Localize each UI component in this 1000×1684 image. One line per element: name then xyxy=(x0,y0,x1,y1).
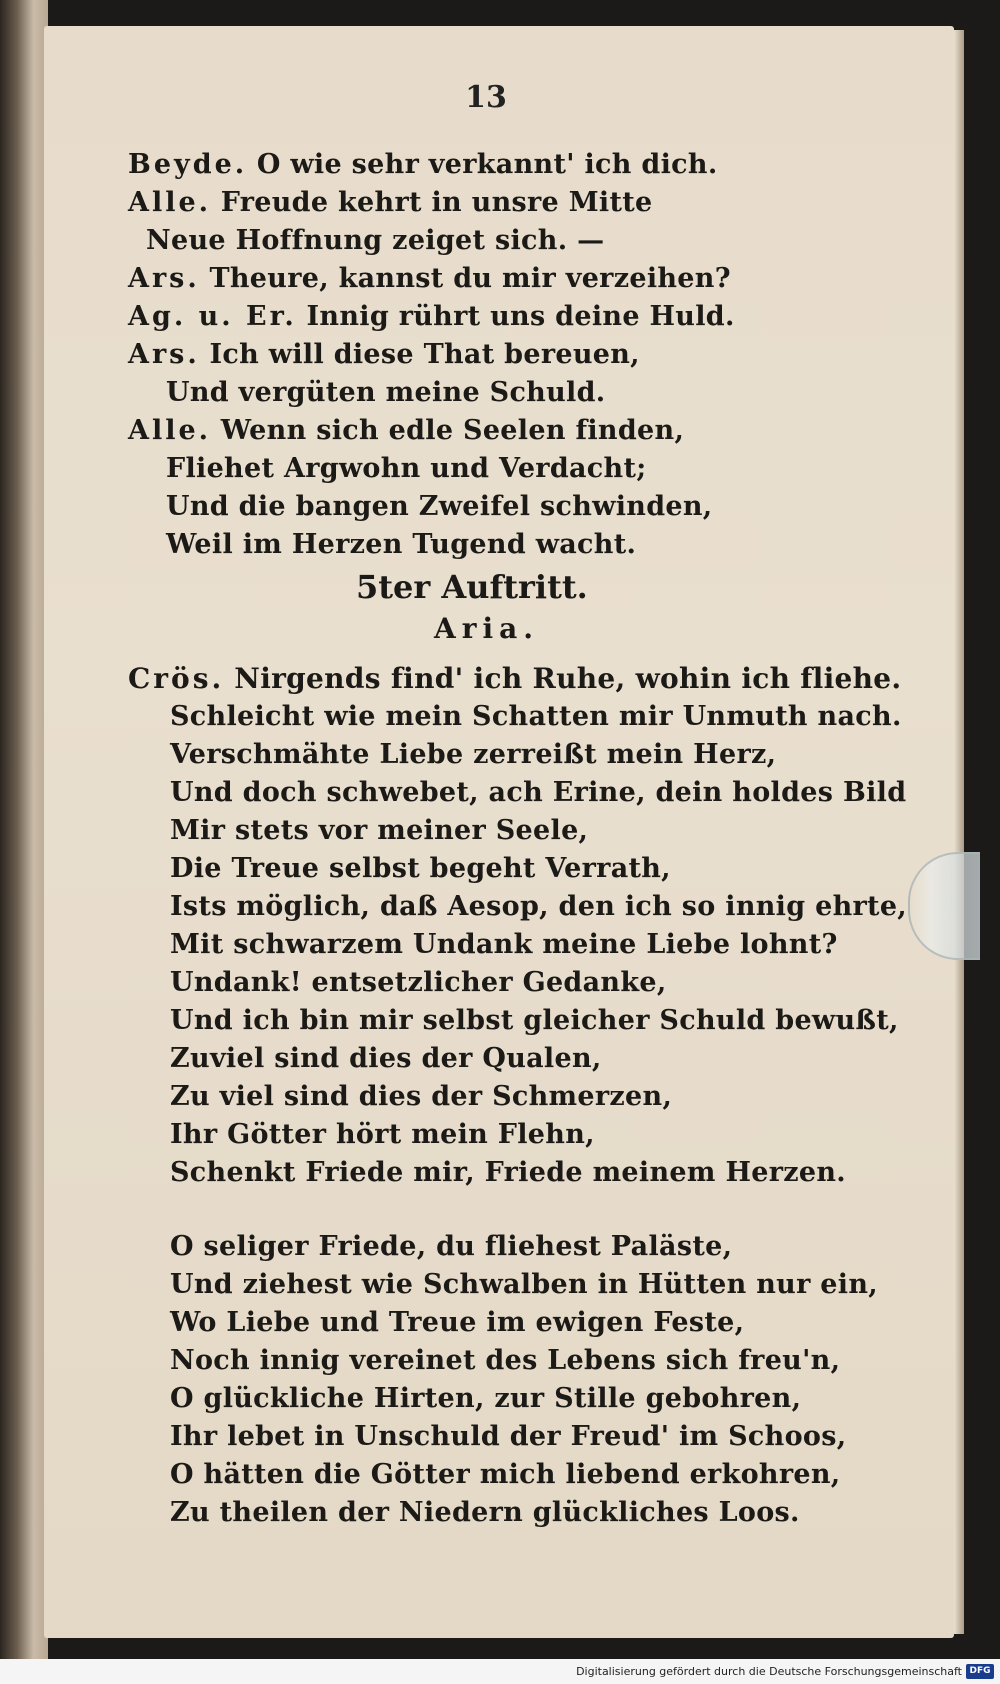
stanza-line: O seliger Friede, du fliehest Paläste, xyxy=(170,1231,733,1262)
book-spine xyxy=(0,0,48,1684)
aria-line xyxy=(170,850,671,888)
dfg-logo-icon: DFG xyxy=(966,1664,994,1679)
dialogue-line xyxy=(166,488,713,526)
dialogue-line xyxy=(128,184,652,222)
scene-heading: 5ter Auftritt. xyxy=(356,568,588,606)
dialogue-line xyxy=(128,412,684,450)
aria-line xyxy=(170,1154,846,1192)
stanza-line: O glückliche Hirten, zur Stille gebohren, xyxy=(170,1383,802,1414)
line-text: Und ich bin mir selbst gleicher Schuld bewußt, xyxy=(170,1005,899,1036)
dialogue-line xyxy=(128,260,731,298)
line-text: Mit schwarzem Undank meine Liebe lohnt? xyxy=(170,929,838,960)
line-text: Weil im Herzen Tugend wacht. xyxy=(166,529,637,560)
aria-line xyxy=(170,888,907,926)
aria-heading: Aria. xyxy=(434,612,540,645)
dialogue-line xyxy=(166,374,605,412)
line-text: Fliehet Argwohn und Verdacht; xyxy=(166,453,647,484)
stanza-line: Zu theilen der Niedern glückliches Loos. xyxy=(170,1497,800,1528)
line-text: Ists möglich, daß Aesop, den ich so innig ehrte, xyxy=(170,891,908,922)
aria-line xyxy=(170,1116,595,1154)
line-text: Undank! entsetzlicher Gedanke, xyxy=(170,967,667,998)
aria-line xyxy=(170,1078,672,1116)
line-text: Theure, kannst du mir verzeihen? xyxy=(209,263,731,294)
line-text: Wenn sich edle Seelen finden, xyxy=(220,415,685,446)
aria-line xyxy=(170,926,838,964)
dialogue-line xyxy=(166,450,647,488)
aria-line xyxy=(128,660,901,698)
stanza-line: O hätten die Götter mich liebend erkohren, xyxy=(170,1459,841,1490)
speaker-name: Ag. u. Er. xyxy=(128,301,297,332)
aria-line xyxy=(170,698,902,736)
speaker-name: Alle. xyxy=(128,187,212,218)
footer-bar xyxy=(0,1659,1000,1684)
stanza-line: Ihr lebet in Unschuld der Freud' im Schoos, xyxy=(170,1421,847,1452)
speaker-name: Alle. xyxy=(128,415,212,446)
line-text: Und doch schwebet, ach Erine, dein holdes Bild xyxy=(170,777,907,808)
aria-line xyxy=(170,774,906,812)
footer-credit: Digitalisierung gefördert durch die Deutsche Forschungsgemeinschaft xyxy=(576,1665,962,1678)
line-text: Zuviel sind dies der Qualen, xyxy=(170,1043,602,1074)
aria-line xyxy=(170,1040,602,1078)
line-text: O wie sehr verkannt' ich dich. xyxy=(256,149,718,180)
line-text: Schleicht wie mein Schatten mir Unmuth nach. xyxy=(170,701,902,732)
speaker-name: Crös. xyxy=(128,662,225,695)
speaker-name: Ars. xyxy=(128,263,200,294)
stanza-line: Wo Liebe und Treue im ewigen Feste, xyxy=(170,1307,745,1338)
stanza-line: Und ziehest wie Schwalben in Hütten nur ein, xyxy=(170,1269,878,1300)
line-text: Und vergüten meine Schuld. xyxy=(166,377,606,408)
line-text: Ich will diese That bereuen, xyxy=(209,339,640,370)
line-text: Freude kehrt in unsre Mitte xyxy=(220,187,653,218)
line-text: Ihr Götter hört mein Flehn, xyxy=(170,1119,595,1150)
line-text: Schenkt Friede mir, Friede meinem Herzen. xyxy=(170,1157,847,1188)
line-text: Die Treue selbst begeht Verrath, xyxy=(170,853,671,884)
speaker-name: Ars. xyxy=(128,339,200,370)
aria-line xyxy=(170,812,588,850)
line-text: Nirgends find' ich Ruhe, wohin ich fliehe. xyxy=(234,662,902,695)
speaker-name: Beyde. xyxy=(128,149,248,180)
dialogue-line xyxy=(146,222,604,260)
line-text: Zu viel sind dies der Schmerzen, xyxy=(170,1081,673,1112)
line-text: Neue Hoffnung zeiget sich. — xyxy=(146,225,605,256)
page-number: 13 xyxy=(465,80,507,115)
dialogue-line xyxy=(128,146,718,184)
line-text: Und die bangen Zweifel schwinden, xyxy=(166,491,713,522)
line-text: Mir stets vor meiner Seele, xyxy=(170,815,589,846)
aria-line xyxy=(170,964,667,1002)
dialogue-line xyxy=(128,336,640,374)
stanza-line: Noch innig vereinet des Lebens sich freu'n, xyxy=(170,1345,841,1376)
line-text: Innig rührt uns deine Huld. xyxy=(306,301,735,332)
aria-line xyxy=(170,736,776,774)
dialogue-line xyxy=(128,298,735,336)
dialogue-line xyxy=(166,526,636,564)
aria-line xyxy=(170,1002,899,1040)
line-text: Verschmähte Liebe zerreißt mein Herz, xyxy=(170,739,777,770)
